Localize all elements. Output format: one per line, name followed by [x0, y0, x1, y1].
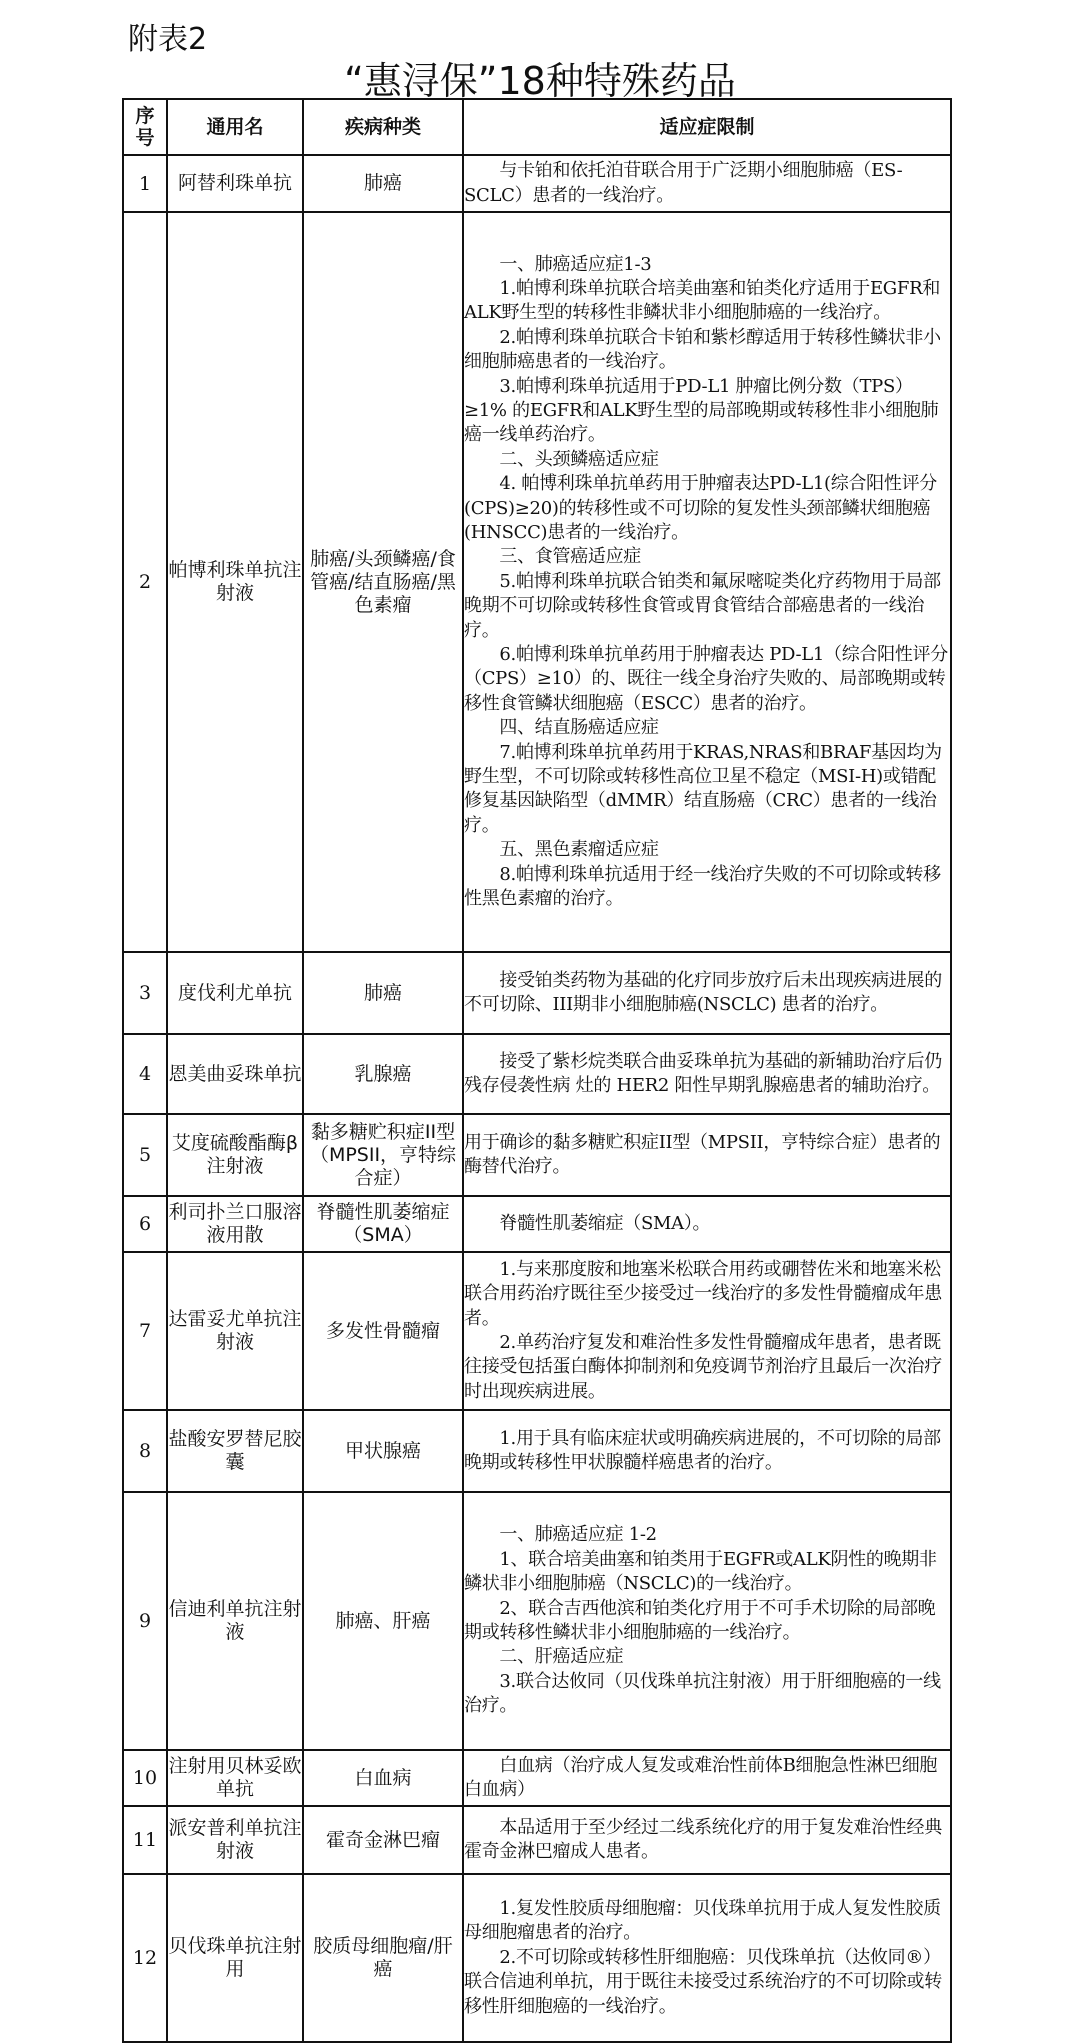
- table-row: [123, 1114, 951, 1196]
- table-header-row: [123, 99, 951, 155]
- indication-paragraph: 五、黑色素瘤适应症: [464, 839, 659, 861]
- drug-name: 帕博利珠单抗注射液: [167, 212, 303, 952]
- indication-paragraph: 1、联合培美曲塞和铂类用于EGFR或ALK阴性的晚期非鳞状非小细胞肺癌（NSCLC)的一线治疗。: [464, 1548, 937, 1595]
- indication-paragraph: 1.帕博利珠单抗联合培美曲塞和铂类化疗适用于EGFR和ALK野生型的转移性非鳞状非小细胞肺癌的一线治疗。: [464, 277, 941, 324]
- table-row: [123, 1034, 951, 1114]
- drug-name: 利司扑兰口服溶液用散: [167, 1196, 303, 1252]
- drug-name: 信迪利单抗注射液: [167, 1492, 303, 1750]
- indication-cell: [463, 1410, 951, 1492]
- indication-paragraph: 接受了紫杉烷类联合曲妥珠单抗为基础的新辅助治疗后仍残存侵袭性病 灶的 HER2 阳性早期乳腺癌患者的辅助治疗。: [464, 1050, 942, 1096]
- indication-cell: [463, 1492, 951, 1750]
- row-number: 5: [123, 1114, 167, 1196]
- disease-type: 白血病: [303, 1750, 463, 1806]
- indication-paragraph: 四、结直肠癌适应症: [464, 717, 659, 739]
- indication-paragraph: 2、联合吉西他滨和铂类化疗用于不可手术切除的局部晚期或转移性鳞状非小细胞肺癌的一线治疗。: [464, 1597, 936, 1643]
- table-row: [123, 212, 951, 952]
- indication-paragraph: 2.不可切除或转移性肝细胞癌：贝伐珠单抗（达攸同®）联合信迪利单抗，用于既往未接受过系统治疗的不可切除或转移性肝细胞癌的一线治疗。: [464, 1946, 942, 2017]
- disease-type: 肺癌/头颈鳞癌/食管癌/结直肠癌/黑色素瘤: [303, 212, 463, 952]
- indication-paragraph: 1.与来那度胺和地塞米松联合用药或硼替佐米和地塞米松联合用药治疗既往至少接受过一线治疗的多发性骨髓瘤成年患者。: [464, 1258, 942, 1329]
- drug-name: 达雷妥尤单抗注射液: [167, 1252, 303, 1410]
- table-row: [123, 1750, 951, 1806]
- table-row: [123, 155, 951, 212]
- header-name: 通用名: [167, 99, 303, 155]
- row-number: 2: [123, 212, 167, 952]
- indication-paragraph: 8.帕博利珠单抗适用于经一线治疗失败的不可切除或转移性黑色素瘤的治疗。: [464, 863, 941, 910]
- indication-paragraph: 6.帕博利珠单抗单药用于肿瘤表达 PD-L1（综合阳性评分（CPS）≥10）的、既往一线全身治疗失败的、局部晚期或转移性食管鳞状细胞癌（ESCC）患者的治疗。: [464, 644, 948, 714]
- indication-cell: [463, 1114, 951, 1196]
- header-indication: 适应症限制: [463, 99, 951, 155]
- indication-cell: [463, 952, 951, 1034]
- indication-cell: [463, 1806, 951, 1874]
- appendix-label: 附表2: [128, 22, 208, 57]
- disease-type: 肺癌: [303, 155, 463, 212]
- indication-paragraph: 接受铂类药物为基础的化疗同步放疗后未出现疾病进展的不可切除、III期非小细胞肺癌(NSCLC) 患者的治疗。: [464, 969, 942, 1015]
- disease-type: 甲状腺癌: [303, 1410, 463, 1492]
- row-number: 6: [123, 1196, 167, 1252]
- row-number: 12: [123, 1874, 167, 2042]
- indication-paragraph: 1.复发性胶质母细胞瘤：贝伐珠单抗用于成人复发性胶质母细胞瘤患者的治疗。: [464, 1897, 941, 1944]
- disease-type: 脊髓性肌萎缩症（SMA）: [303, 1196, 463, 1252]
- indication-paragraph: 用于确诊的黏多糖贮积症II型（MPSII，亨特综合症）患者的酶替代治疗。: [464, 1131, 941, 1177]
- indication-paragraph: 二、肝癌适应症: [464, 1646, 624, 1668]
- drug-name: 阿替利珠单抗: [167, 155, 303, 212]
- indication-cell: [463, 1252, 951, 1410]
- indication-paragraph: 3.联合达攸同（贝伐珠单抗注射液）用于肝细胞癌的一线治疗。: [464, 1670, 941, 1717]
- disease-type: 黏多糖贮积症II型（MPSII，亨特综合症）: [303, 1114, 463, 1196]
- drug-name: 派安普利单抗注射液: [167, 1806, 303, 1874]
- indication-paragraph: 一、肺癌适应症1-3: [464, 253, 652, 275]
- drug-name: 艾度硫酸酯酶β注射液: [167, 1114, 303, 1196]
- disease-type: 肺癌: [303, 952, 463, 1034]
- drug-name: 盐酸安罗替尼胶囊: [167, 1410, 303, 1492]
- table-row: [123, 1410, 951, 1492]
- indication-paragraph: 3.帕博利珠单抗适用于PD-L1 肿瘤比例分数（TPS）≥1% 的EGFR和ALK野生型的局部晚期或转移性非小细胞肺癌一线单药治疗。: [464, 375, 939, 446]
- table-row: [123, 1806, 951, 1874]
- indication-paragraph: 三、食管癌适应症: [464, 546, 641, 568]
- indication-cell: [463, 212, 951, 952]
- drug-name: 恩美曲妥珠单抗: [167, 1034, 303, 1114]
- row-number: 10: [123, 1750, 167, 1806]
- table-row: [123, 1252, 951, 1410]
- indication-paragraph: 2.单药治疗复发和难治性多发性骨髓瘤成年患者，患者既往接受包括蛋白酶体抑制剂和免疫调节剂治疗且最后一次治疗时出现疾病进展。: [464, 1332, 942, 1402]
- table-row: [123, 952, 951, 1034]
- row-number: 8: [123, 1410, 167, 1492]
- table-row: [123, 1874, 951, 2042]
- indication-cell: [463, 1196, 951, 1252]
- table-row: [123, 1196, 951, 1252]
- drug-name: 贝伐珠单抗注射用: [167, 1874, 303, 2042]
- row-number: 1: [123, 155, 167, 212]
- document-title: “惠浔保”18种特殊药品: [344, 59, 736, 103]
- row-number: 7: [123, 1252, 167, 1410]
- indication-paragraph: 5.帕博利珠单抗联合铂类和氟尿嘧啶类化疗药物用于局部晚期不可切除或转移性食管或胃食管结合部癌患者的一线治疗。: [464, 570, 941, 641]
- indication-paragraph: 2.帕博利珠单抗联合卡铂和紫杉醇适用于转移性鳞状非小细胞肺癌患者的一线治疗。: [464, 326, 941, 373]
- disease-type: 多发性骨髓瘤: [303, 1252, 463, 1410]
- indication-paragraph: 二、头颈鳞癌适应症: [464, 448, 659, 470]
- indication-cell: [463, 1874, 951, 2042]
- indication-paragraph: 白血病（治疗成人复发或难治性前体B细胞急性淋巴细胞白血病）: [464, 1754, 938, 1800]
- indication-paragraph: 4. 帕博利珠单抗单药用于肿瘤表达PD-L1(综合阳性评分(CPS)≥20)的转移性或不可切除的复发性头颈部鳞状细胞癌(HNSCC)患者的一线治疗。: [464, 473, 937, 543]
- table-row: [123, 1492, 951, 1750]
- indication-cell: [463, 155, 951, 212]
- disease-type: 乳腺癌: [303, 1034, 463, 1114]
- row-number: 4: [123, 1034, 167, 1114]
- indication-paragraph: 一、肺癌适应症 1-2: [464, 1524, 657, 1546]
- drug-name: 度伐利尤单抗: [167, 952, 303, 1034]
- indication-paragraph: 本品适用于至少经过二线系统化疗的用于复发难治性经典霍奇金淋巴瘤成人患者。: [464, 1816, 942, 1862]
- indication-paragraph: 7.帕博利珠单抗单药用于KRAS,NRAS和BRAF基因均为野生型，不可切除或转移性高位卫星不稳定（MSI-H)或错配修复基因缺陷型（dMMR）结直肠癌（CRC）患者的一线治疗。: [464, 741, 942, 836]
- indication-paragraph: 脊髓性肌萎缩症（SMA）。: [464, 1212, 711, 1234]
- row-number: 3: [123, 952, 167, 1034]
- header-disease: 疾病种类: [303, 99, 463, 155]
- drug-table: [122, 98, 952, 2043]
- disease-type: 胶质母细胞瘤/肝癌: [303, 1874, 463, 2042]
- row-number: 11: [123, 1806, 167, 1874]
- disease-type: 霍奇金淋巴瘤: [303, 1806, 463, 1874]
- indication-cell: [463, 1750, 951, 1806]
- drug-name: 注射用贝林妥欧单抗: [167, 1750, 303, 1806]
- indication-paragraph: 1.用于具有临床症状或明确疾病进展的，不可切除的局部晚期或转移性甲状腺髓样癌患者的治疗。: [464, 1427, 941, 1473]
- disease-type: 肺癌、肝癌: [303, 1492, 463, 1750]
- indication-cell: [463, 1034, 951, 1114]
- header-no: 序号: [123, 99, 167, 155]
- indication-paragraph: 与卡铂和依托泊苷联合用于广泛期小细胞肺癌（ES-SCLC）患者的一线治疗。: [464, 160, 903, 206]
- row-number: 9: [123, 1492, 167, 1750]
